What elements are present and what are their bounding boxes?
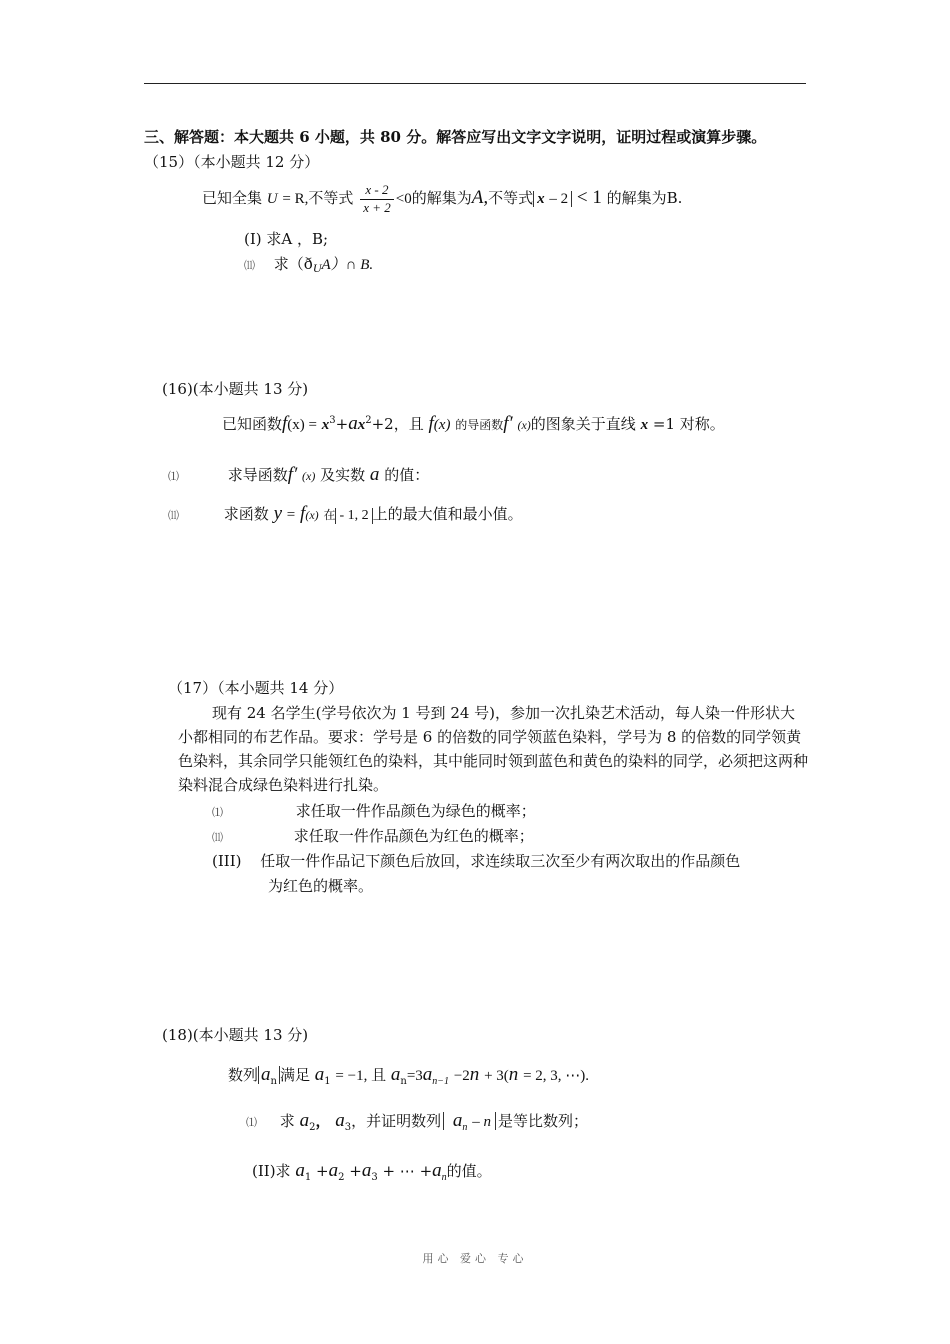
- q15-part2: [244, 253, 373, 276]
- q16-part2: [168, 503, 523, 525]
- q17-part1-text: 求任取一件作品颜色为绿色的概率；: [295, 802, 536, 820]
- q16-x-paren2: (x): [517, 418, 531, 432]
- q15-frac-den: x + 2: [363, 199, 391, 215]
- q18-a1: a: [314, 1064, 325, 1085]
- q16-part2-y: y: [273, 503, 283, 524]
- q18-part1-c: 是等比数列；: [497, 1112, 588, 1130]
- q18-part1: [246, 1110, 588, 1133]
- q16-eq1: =1 对称。: [652, 415, 725, 433]
- q18-three: 3: [344, 1122, 352, 1133]
- q18-stem-b: 满足: [279, 1066, 310, 1084]
- q18-rec-c: + 3(: [484, 1068, 509, 1084]
- q16-x-paren: (x): [433, 417, 451, 433]
- q16-part2-b: 上的最大值和最小值。: [372, 505, 523, 523]
- q18-n4: n: [462, 1122, 468, 1133]
- page-footer: 用心 爱心 专心: [422, 1252, 528, 1265]
- q18-s-a3: a: [361, 1160, 372, 1181]
- q15-frac-num: x - 2: [360, 183, 394, 200]
- q15-stem-prefix: 已知全集: [202, 189, 263, 207]
- q16-derivative-note: 的导函数: [455, 418, 504, 432]
- q16-x2: x: [357, 417, 366, 433]
- q18-s-plus2: +: [349, 1162, 362, 1180]
- q15-part2-text: 求（ð: [273, 255, 313, 273]
- q15-solution-A: 的解集为: [411, 189, 472, 207]
- section-header: 三、解答题：本大题共 6 小题，共 80 分。解答应写出文字文字说明，证明过程或演算步骤。: [144, 128, 767, 146]
- q15-stem: [202, 178, 682, 219]
- q16-plus-a: +: [335, 415, 349, 433]
- q16-part1-fprime: f′: [287, 464, 298, 485]
- q15-eqR: = R,: [282, 191, 309, 207]
- q16-part2-x: (x): [305, 508, 319, 522]
- q18-part1-a: 求: [279, 1112, 295, 1130]
- q15-part1: (I) 求A ，B;: [244, 230, 329, 248]
- q18-one: 1: [324, 1076, 331, 1087]
- q16-exp3: 3: [329, 415, 336, 426]
- q16-part1-mark: ⑴: [168, 470, 179, 483]
- q16-x-eq: x: [640, 417, 649, 433]
- q15-ineq2: 不等式: [488, 189, 534, 207]
- q18-s2: 2: [338, 1172, 345, 1183]
- q16-f2: f: [428, 413, 434, 434]
- q18-s-an: a: [432, 1160, 442, 1181]
- q18-s-a2: a: [328, 1160, 339, 1181]
- q17-part2: [212, 825, 534, 846]
- q18-comma: ，: [315, 1112, 331, 1130]
- q17-part1: [212, 800, 536, 821]
- q18-stem: [228, 1064, 589, 1087]
- q18-s3: 3: [371, 1172, 378, 1183]
- header-rule: [144, 83, 806, 84]
- q16-part2-f: f: [300, 503, 306, 524]
- q16-part2-a: 求函数: [223, 505, 269, 523]
- q16-f: f: [282, 413, 288, 434]
- q16-fprime: f′: [503, 413, 513, 434]
- q18-an4: a: [452, 1110, 463, 1131]
- q18-nvar2: n: [508, 1064, 519, 1085]
- q15-U: U: [266, 191, 278, 207]
- q18-an: a: [261, 1064, 271, 1085]
- q16-part2-in: 在: [323, 508, 336, 522]
- q15-lt1: < 1: [576, 187, 602, 208]
- q17-part3-mark: (III): [212, 852, 242, 870]
- q17-part3-a: 任取一件作品记下颜色后放回，求连续取三次至少有两次取出的作品颜色: [260, 852, 741, 870]
- q18-rec: =3: [406, 1068, 423, 1084]
- q15-part2-rest: A）∩ B.: [321, 257, 374, 273]
- q18-s-a1: a: [295, 1160, 305, 1181]
- q18-n2: n: [400, 1076, 407, 1087]
- q15-part2-sub: U: [312, 261, 322, 275]
- q17-part2-mark: ⑾: [212, 831, 223, 844]
- q16-part1-a: 求导函数: [227, 466, 288, 484]
- q18-part1-mark: ⑴: [246, 1116, 257, 1129]
- q18-rec-d: = 2, 3, ⋯).: [523, 1068, 590, 1084]
- q18-label: (18)(本小题共 13 分): [162, 1026, 309, 1044]
- q15-abs-x: x: [533, 191, 545, 207]
- q16-a: a: [348, 413, 358, 434]
- q18-eq-m1: = −1, 且: [335, 1068, 387, 1084]
- q18-nm1: n−1: [432, 1076, 450, 1087]
- q18-n: n: [270, 1076, 277, 1087]
- q16-exp2: 2: [365, 415, 372, 426]
- q16-stem-b: 的图象关于直线: [530, 415, 636, 433]
- q17-part2-text: 求任取一件作品颜色为红色的概率；: [293, 827, 534, 845]
- q16-plus2: +2，且: [371, 415, 424, 433]
- q18-stem-a: 数列: [228, 1066, 259, 1084]
- q18-part1-b: ，并证明数列: [351, 1112, 442, 1130]
- q16-interval: - 1, 2: [335, 508, 372, 524]
- q15-part2-mark: ⑾: [244, 259, 255, 272]
- q18-rec-b: −2: [453, 1068, 470, 1084]
- q18-s-plus3: + ⋯ +: [382, 1162, 433, 1180]
- q17-part3: [212, 850, 740, 871]
- q16-stem-a: 已知函数: [222, 415, 283, 433]
- q16-stem: [222, 413, 725, 435]
- q18-s1: 1: [304, 1172, 312, 1183]
- q15-lt0: <0: [395, 191, 412, 207]
- q16-fx: (x) =: [287, 417, 317, 433]
- q18-an3: a: [422, 1064, 433, 1085]
- q16-part1: [168, 464, 429, 486]
- q15-ineq-text: 不等式: [308, 189, 354, 207]
- q15-label: （15）（本小题共 12 分）: [144, 153, 320, 171]
- q18-s-plus1: +: [316, 1162, 329, 1180]
- q18-two: 2: [309, 1122, 316, 1133]
- q17-body: 现有 24 名学生(学号依次为 1 号到 24 号)，参加一次扎染艺术活动，每人染一件形状大小都相同的布艺作品。要求：学号是 6 的倍数的同学领蓝色染料，学号为 8 的倍数的同学领黄色染料，其余同学只能领红色的染料，其中能同时领到蓝色和黄色的染料的同学，必须把这两种染料混合成绿色染料进行扎染。: [178, 704, 809, 794]
- q16-part1-c: 的值：: [384, 466, 430, 484]
- q18-an2: a: [390, 1064, 401, 1085]
- q17-part3-cont: 为红色的概率。: [268, 877, 374, 895]
- q15-A: A,: [471, 187, 489, 208]
- q18-part2-end: 的值。: [446, 1162, 492, 1180]
- q16-part1-x: (x): [302, 469, 316, 483]
- q18-nvar: n: [469, 1064, 480, 1085]
- q17-part1-mark: ⑴: [212, 806, 223, 819]
- q18-part2-label: (II)求: [252, 1162, 291, 1180]
- q16-label: (16)(本小题共 13 分): [162, 380, 309, 398]
- q16-part2-mark: ⑾: [168, 509, 179, 522]
- q18-a3: a: [335, 1110, 345, 1131]
- q16-x3: x: [321, 417, 330, 433]
- q15-solution-B: 的解集为B.: [606, 189, 683, 207]
- q18-a2: a: [299, 1110, 310, 1131]
- q16-part1-a-var: a: [369, 464, 380, 485]
- q15-minus2: – 2: [549, 191, 572, 207]
- q16-part2-eq: =: [286, 507, 296, 523]
- q16-part1-b: 及实数: [320, 466, 366, 484]
- q15-fraction: [360, 183, 394, 216]
- q18-sn: n: [441, 1172, 447, 1183]
- q18-minus-n: – n: [472, 1114, 491, 1130]
- q17-label: （17）（本小题共 14 分）: [168, 679, 344, 697]
- q18-part2: [252, 1160, 492, 1183]
